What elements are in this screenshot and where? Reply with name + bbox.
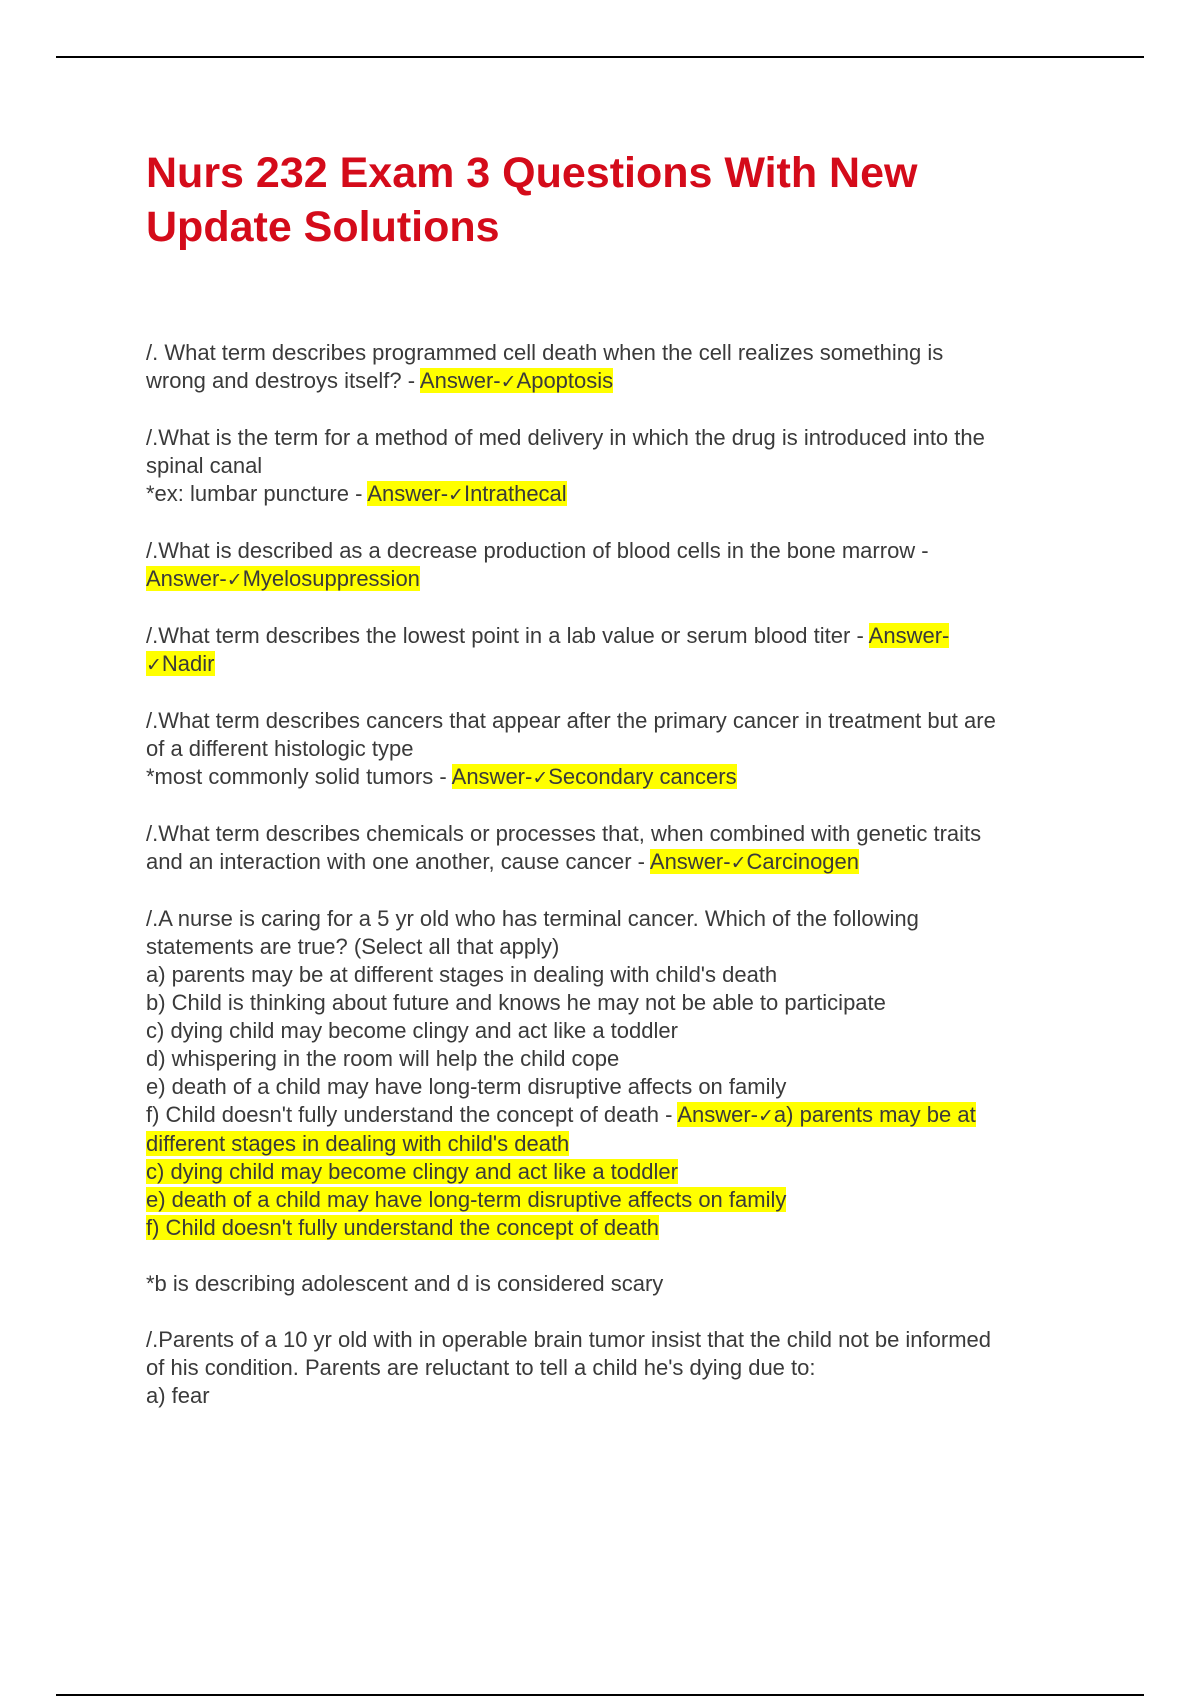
question-text: *most commonly solid tumors - — [146, 764, 452, 789]
answer-text: Myelosuppression — [242, 566, 420, 591]
question-text: /.What term describes the lowest point in a lab value or serum blood titer - — [146, 623, 869, 648]
checkmark-icon: ✓ — [226, 569, 243, 591]
answer-text: a) parents may be at — [773, 1102, 976, 1127]
question-text: of his condition. Parents are reluctant to tell a child he's dying due to: — [146, 1355, 816, 1380]
question-block-3 — [146, 537, 1086, 594]
checkmark-icon: ✓ — [532, 767, 549, 789]
option-a: a) parents may be at different stages in dealing with child's death — [146, 962, 778, 987]
question-text: /.What is described as a decrease production of blood cells in the bone marrow - — [146, 538, 929, 563]
answer-text: Secondary cancers — [548, 764, 737, 789]
answer-highlight — [146, 566, 420, 591]
question-text: /.A nurse is caring for a 5 yr old who has terminal cancer. Which of the following — [146, 906, 919, 931]
option-f: f) Child doesn't fully understand the concept of death - — [146, 1102, 678, 1127]
footer-rule — [56, 1694, 1144, 1696]
answer-label: Answer- — [146, 566, 227, 591]
title-line-1: Nurs 232 Exam 3 Questions With New — [146, 149, 918, 197]
answer-label: Answer- — [868, 623, 950, 648]
answer-text: f) Child doesn't fully understand the concept of death — [146, 1215, 659, 1240]
question-text: statements are true? (Select all that apply) — [146, 934, 560, 959]
answer-highlight — [367, 481, 566, 506]
checkmark-icon: ✓ — [146, 654, 162, 676]
answer-highlight — [146, 651, 215, 676]
answer-highlight — [420, 368, 613, 393]
option-e: e) death of a child may have long-term disruptive affects on family — [146, 1074, 787, 1099]
question-text: /.What term describes cancers that appear after the primary cancer in treatment but are — [146, 708, 996, 733]
header-rule — [56, 56, 1144, 58]
question-text: *ex: lumbar puncture - — [146, 481, 368, 506]
checkmark-icon: ✓ — [448, 484, 464, 506]
question-text: spinal canal — [146, 453, 263, 478]
answer-highlight — [452, 764, 737, 789]
question-text: and an interaction with one another, cause cancer - — [146, 849, 650, 874]
option-c: c) dying child may become clingy and act like a toddler — [146, 1018, 678, 1043]
option-a: a) fear — [146, 1383, 210, 1408]
note-block — [146, 1270, 1086, 1298]
option-d: d) whispering in the room will help the child cope — [146, 1046, 620, 1071]
checkmark-icon: ✓ — [730, 852, 747, 874]
question-block-7 — [146, 905, 1086, 1242]
answer-text: Intrathecal — [463, 481, 567, 506]
question-text: /.Parents of a 10 yr old with in operable brain tumor insist that the child not be informed — [146, 1327, 992, 1352]
question-text: /.What is the term for a method of med delivery in which the drug is introduced into the — [146, 425, 985, 450]
answer-highlight — [677, 1102, 975, 1127]
answer-text: Apoptosis — [516, 368, 614, 393]
checkmark-icon: ✓ — [758, 1105, 774, 1127]
answer-label: Answer- — [451, 764, 533, 789]
title-line-2: Update Solutions — [146, 203, 500, 251]
document-title — [146, 146, 1106, 254]
answer-text: c) dying child may become clingy and act like a toddler — [146, 1159, 678, 1184]
answer-text: different stages in dealing with child's death — [146, 1131, 570, 1156]
question-block-8 — [146, 1326, 1086, 1410]
answer-label: Answer- — [419, 368, 501, 393]
answer-text: e) death of a child may have long-term disruptive affects on family — [146, 1187, 787, 1212]
answer-label: Answer- — [649, 849, 731, 874]
question-text: /.What term describes chemicals or processes that, when combined with genetic traits — [146, 821, 982, 846]
question-block-5 — [146, 707, 1086, 792]
checkmark-icon: ✓ — [500, 371, 517, 393]
answer-label: Answer- — [677, 1102, 758, 1127]
rationale-note: *b is describing adolescent and d is considered scary — [146, 1271, 664, 1296]
answer-text: Carcinogen — [746, 849, 860, 874]
question-text: of a different histologic type — [146, 736, 414, 761]
answer-label: Answer- — [367, 481, 449, 506]
question-text: /. What term describes programmed cell death when the cell realizes something is — [146, 340, 944, 365]
question-block-6 — [146, 820, 1086, 877]
answer-text: Nadir — [161, 651, 215, 676]
question-text: wrong and destroys itself? - — [146, 368, 420, 393]
answer-highlight — [650, 849, 859, 874]
question-block-1 — [146, 339, 1086, 396]
question-block-2 — [146, 424, 1086, 509]
qa-list — [146, 339, 1086, 1438]
question-block-4 — [146, 622, 1086, 679]
option-b: b) Child is thinking about future and knows he may not be able to participate — [146, 990, 886, 1015]
